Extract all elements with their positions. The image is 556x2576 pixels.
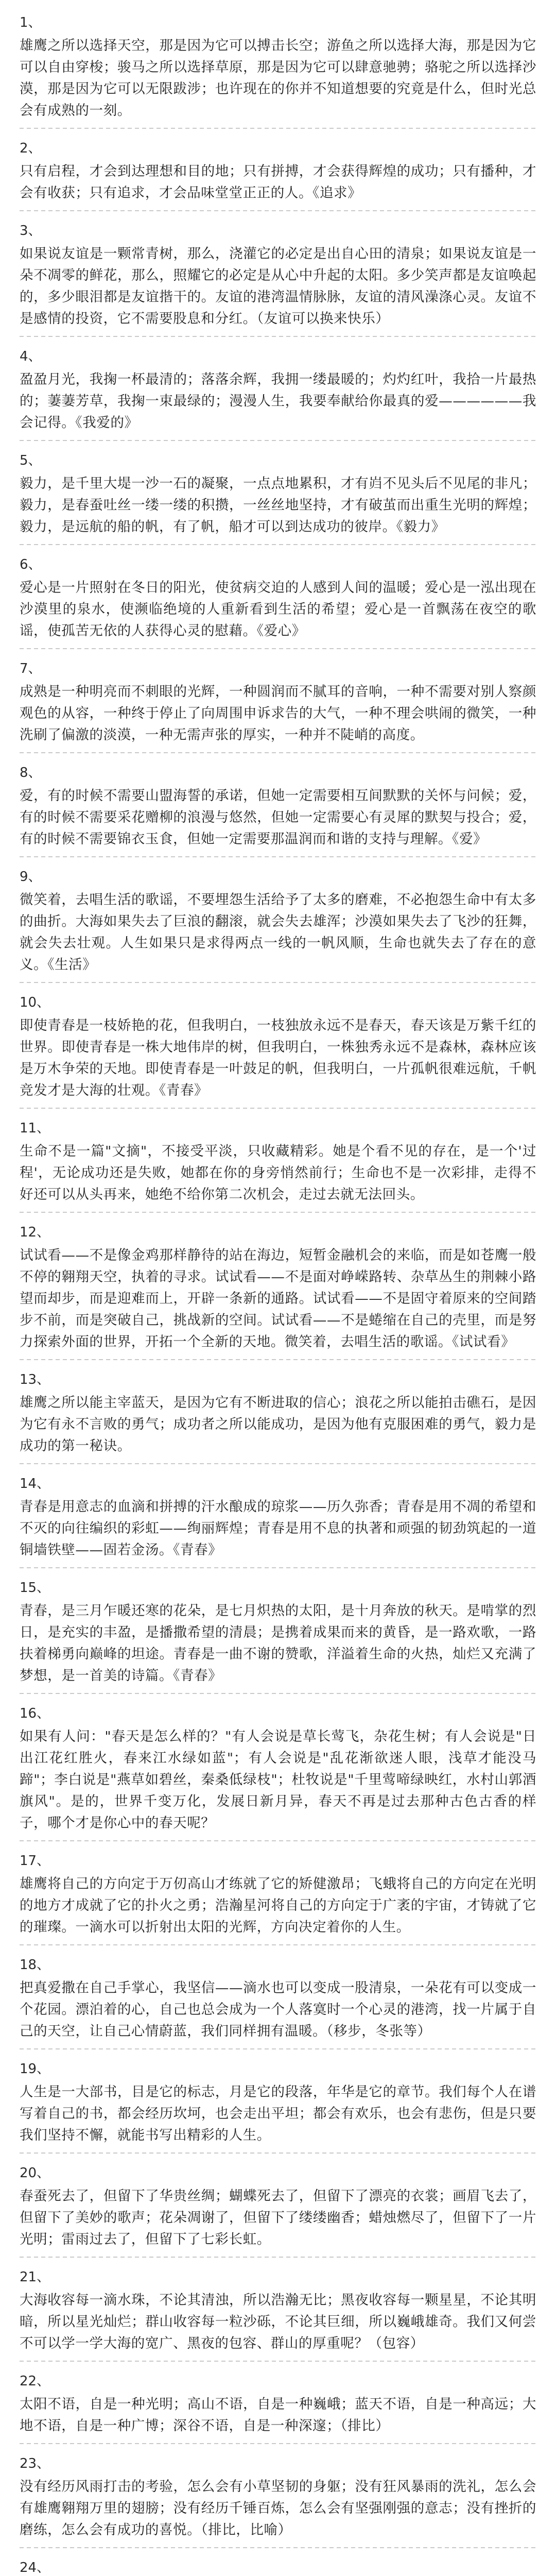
divider-dashed <box>20 982 536 983</box>
entry-10 <box>20 992 536 1109</box>
divider-dashed <box>20 2547 536 2548</box>
entry-text: 把真爱撒在自己手掌心，我坚信——滴水也可以变成一股清泉，一朵花有可以变成一个花园。漂泊着的心，自己也总会成为一个人落寞时一个心灵的港湾，找一片属于自己的天空，让自己心情蔚蓝，我们同样拥有温暖。（移步，冬张等） <box>20 1980 536 2039</box>
entry-number: 13、 <box>20 1372 50 1387</box>
entry-24 <box>20 2557 536 2576</box>
entry-text: 盈盈月光，我掬一杯最清的；落落余辉，我拥一缕最暖的；灼灼红叶，我拾一片最热的；萋萋芳草，我掬一束最绿的；漫漫人生，我要奉献给你最真的爱——————我会记得。《我爱的》 <box>20 371 536 431</box>
entry-number: 9、 <box>20 869 42 885</box>
entry-text: 毅力，是千里大堤一沙一石的凝聚，一点点地累积，才有岿不见头后不见尾的非凡；毅力，是春蚕吐丝一缕一缕的积攒，一丝丝地坚持，才有破茧而出重生光明的辉煌；毅力，是远航的船的帆，有了帆，船才可以到达成功的彼岸。《毅力》 <box>20 476 536 535</box>
entry-text: 青春是用意志的血滴和拼搏的汗水酿成的琼浆——历久弥香；青春是用不凋的希望和不灭的向往编织的彩虹——绚丽辉煌；青春是用不息的执著和顽强的韧劲筑起的一道铜墙铁壁——固若金汤。《青春》 <box>20 1499 536 1558</box>
entry-number: 3、 <box>20 223 42 239</box>
divider-dashed <box>20 1463 536 1464</box>
entry-6 <box>20 554 536 649</box>
entry-12 <box>20 1222 536 1360</box>
divider-dashed <box>20 2153 536 2154</box>
entry-text: 如果有人问："春天是怎么样的？"有人会说是草长莺飞，杂花生树；有人会说是"日出江花红胜火，春来江水绿如蓝"；有人会说是"乱花渐欲迷人眼，浅草才能没马蹄"；李白说是"燕草如碧丝，秦桑低绿枝"；杜牧说是"千里莺啼绿映红，水村山郭酒旗风"。是的，世界千变万化，发展日新月异，春天不再是过去那种古色古香的样子，哪个才是你心中的春天呢？ <box>20 1728 536 1831</box>
entry-text: 大海收容每一滴水珠，不论其清浊，所以浩瀚无比；黑夜收容每一颗星星，不论其明暗，所以星光灿烂；群山收容每一粒沙砾，不论其巨细，所以巍峨雄奇。我们又何尝不可以学一学大海的宽广、黑夜的包容、群山的厚重呢？（包容） <box>20 2292 536 2351</box>
entry-text: 没有经历风雨打击的考验，怎么会有小草坚韧的身躯；没有狂风暴雨的洗礼，怎么会有雄鹰翱翔万里的翅膀；没有经历千锤百炼，怎么会有坚强刚强的意志；没有挫折的磨练，怎么会有成功的喜悦。（排比，比喻） <box>20 2479 536 2538</box>
entry-text: 春蚕死去了，但留下了华贵丝绸；蝴蝶死去了，但留下了漂亮的衣裳；画眉飞去了，但留下了美妙的歌声；花朵凋谢了，但留下了缕缕幽香；蜡烛燃尽了，但留下了一片光明；雷雨过去了，但留下了七彩长虹。 <box>20 2188 536 2247</box>
divider-dashed <box>20 2257 536 2258</box>
entry-text: 雄鹰将自己的方向定于万仞高山才练就了它的矫健激昂；飞蛾将自己的方向定在光明的地方才成就了它的扑火之勇；浩瀚星河将自己的方向定于广袤的宇宙，才铸就了它的璀璨。一滴水可以折射出太阳的光辉，方向决定着你的人生。 <box>20 1876 536 1935</box>
divider-dashed <box>20 1212 536 1213</box>
entry-number: 15、 <box>20 1580 50 1596</box>
entry-16 <box>20 1703 536 1841</box>
entry-number: 8、 <box>20 765 42 781</box>
divider-dashed <box>20 2443 536 2444</box>
entry-15 <box>20 1578 536 1694</box>
entry-number: 1、 <box>20 15 42 30</box>
entry-number: 2、 <box>20 141 42 156</box>
entry-number: 21、 <box>20 2269 50 2285</box>
entry-1 <box>20 12 536 129</box>
entry-text: 即使青春是一枝娇艳的花，但我明白，一枝独放永远不是春天，春天该是万紫千红的世界。即使青春是一株大地伟岸的树，但我明白，一株独秀永远不是森林，森林应该是万木争荣的天地。即使青春是一叶鼓足的帆，但我明白，一片孤帆很难远航，千帆竞发才是大海的壮观。《青春》 <box>20 1018 536 1098</box>
entry-21 <box>20 2267 536 2362</box>
entry-7 <box>20 658 536 753</box>
entry-20 <box>20 2163 536 2258</box>
entry-text: 试试看——不是像金鸡那样静待的站在海边，短暂金融机会的来临，而是如苍鹰一般不停的翱翔天空，执着的寻求。试试看——不是面对峥嵘路转、杂草丛生的荆棘小路望而却步，而是迎难而上，开辟一条新的通路。试试看——不是固守着原来的空间踏步不前，而是突破自己，挑战新的空间。试试看——不是蜷缩在自己的壳里，而是努力探索外面的世界，开拓一个全新的天地。微笑着，去唱生活的歌谣。《试试看》 <box>20 1247 536 1350</box>
divider-dashed <box>20 2048 536 2049</box>
divider-dashed <box>20 210 536 211</box>
divider-dashed <box>20 128 536 129</box>
entry-number: 14、 <box>20 1476 50 1492</box>
entry-19 <box>20 2059 536 2154</box>
divider-dashed <box>20 1693 536 1694</box>
entry-8 <box>20 762 536 857</box>
entry-number: 7、 <box>20 661 42 676</box>
entry-4 <box>20 346 536 441</box>
entry-text: 爱，有的时候不需要山盟海誓的承诺，但她一定需要相互间默默的关怀与问候；爱，有的时候不需要采花赠柳的浪漫与悠然，但她一定需要心有灵犀的默契与投合；爱，有的时候不需要锦衣玉食，但她一定需要那温润而和谐的支持与理解。《爱》 <box>20 788 536 847</box>
entry-text: 爱心是一片照射在冬日的阳光，使贫病交迫的人感到人间的温暖；爱心是一泓出现在沙漠里的泉水，使濒临绝境的人重新看到生活的希望；爱心是一首飘荡在夜空的歌谣，使孤苦无依的人获得心灵的慰藉。《爱心》 <box>20 580 536 639</box>
entry-number: 11、 <box>20 1121 50 1136</box>
entry-number: 17、 <box>20 1853 50 1869</box>
entry-23 <box>20 2453 536 2548</box>
divider-dashed <box>20 1359 536 1360</box>
entry-number: 19、 <box>20 2061 50 2077</box>
divider-dashed <box>20 336 536 337</box>
entry-5 <box>20 450 536 545</box>
entry-number: 22、 <box>20 2374 50 2389</box>
entry-3 <box>20 221 536 337</box>
entry-text: 只有启程，才会到达理想和目的地；只有拼搏，才会获得辉煌的成功；只有播种，才会有收获；只有追求，才会品味堂堂正正的人。《追求》 <box>20 163 536 201</box>
entry-text: 微笑着，去唱生活的歌谣，不要埋怨生活给予了太多的磨难，不必抱怨生命中有太多的曲折。大海如果失去了巨浪的翻滚，就会失去雄浑；沙漠如果失去了飞沙的狂舞，就会失去壮观。人生如果只是求得两点一线的一帆风顺，生命也就失去了存在的意义。《生活》 <box>20 892 536 973</box>
entry-14 <box>20 1473 536 1568</box>
entry-text: 太阳不语，自是一种光明；高山不语，自是一种巍峨；蓝天不语，自是一种高远；大地不语，自是一种广博；深谷不语，自是一种深邃；（排比） <box>20 2396 536 2434</box>
entry-9 <box>20 867 536 983</box>
entry-text: 雄鹰之所以能主宰蓝天，是因为它有不断进取的信心；浪花之所以能拍击礁石，是因为它有永不言败的勇气；成功者之所以能成功，是因为他有克服困难的勇气，毅力是成功的第一秘诀。 <box>20 1395 536 1454</box>
divider-dashed <box>20 1944 536 1945</box>
entry-text: 雄鹰之所以选择天空，那是因为它可以搏击长空；游鱼之所以选择大海，那是因为它可以自由穿梭；骏马之所以选择草原，那是因为它可以肆意驰骋；骆驼之所以选择沙漠，那是因为它可以无限跋涉；也许现在的你并不知道想要的究竟是什么，但时光总会有成熟的一刻。 <box>20 38 536 118</box>
entry-2 <box>20 138 536 211</box>
entry-text: 人生是一大部书，目是它的标志，月是它的段落，年华是它的章节。我们每个人在谱写着自己的书，都会经历坎坷，也会走出平坦；都会有欢乐，也会有悲伤，但是只要我们坚持不懈，就能书写出精彩的人生。 <box>20 2084 536 2143</box>
entry-18 <box>20 1955 536 2049</box>
divider-dashed <box>20 2361 536 2362</box>
divider-dashed <box>20 544 536 545</box>
entry-22 <box>20 2371 536 2444</box>
divider-dashed <box>20 1840 536 1841</box>
divider-dashed <box>20 856 536 857</box>
divider-dashed <box>20 1567 536 1568</box>
divider-dashed <box>20 440 536 441</box>
entry-number: 23、 <box>20 2456 50 2471</box>
entry-11 <box>20 1118 536 1213</box>
entry-13 <box>20 1369 536 1464</box>
entry-text: 生命不是一篇"文摘"，不接受平淡，只收藏精彩。她是个看不见的存在，是一个'过程'，无论成功还是失败，她都在你的身旁悄然前行；生命也不是一次彩排，走得不好还可以从头再来，她绝不给你第二次机会，走过去就无法回头。 <box>20 1143 536 1202</box>
entry-text: 成熟是一种明亮而不刺眼的光辉，一种圆润而不腻耳的音响，一种不需要对别人察颜观色的从容，一种终于停止了向周围申诉求告的大气，一种不理会哄闹的微笑，一种洗刷了偏激的淡漠，一种无需声张的厚实，一种并不陡峭的高度。 <box>20 684 536 743</box>
divider-dashed <box>20 1108 536 1109</box>
entry-number: 12、 <box>20 1225 50 1240</box>
entry-text: 青春，是三月乍暖还寒的花朵，是七月炽热的太阳，是十月奔放的秋天。是啃掌的烈日，是充实的丰盈，是播撒希望的清晨；是携着成果而来的黄昏，是一路欢歌，一路扶着梯勇向巅峰的坦途。青春是一曲不谢的赞歌，洋溢着生命的火热，灿烂又充满了梦想，是一首美的诗篇。《青春》 <box>20 1603 536 1684</box>
entry-number: 20、 <box>20 2165 50 2181</box>
entry-number: 16、 <box>20 1706 50 1721</box>
entry-number: 24、 <box>20 2560 50 2575</box>
entry-number: 10、 <box>20 995 50 1010</box>
divider-dashed <box>20 752 536 753</box>
entry-number: 18、 <box>20 1957 50 1973</box>
entry-text: 如果说友谊是一颗常青树，那么，浇灌它的必定是出自心田的清泉；如果说友谊是一朵不凋零的鲜花，那么，照耀它的必定是从心中升起的太阳。多少笑声都是友谊唤起的，多少眼泪都是友谊揩干的。友谊的港湾温情脉脉，友谊的清风澡涤心灵。友谊不是感情的投资，它不需要股息和分红。（友谊可以换来快乐） <box>20 246 536 327</box>
entry-17 <box>20 1851 536 1945</box>
divider-dashed <box>20 648 536 649</box>
entry-number: 6、 <box>20 557 42 572</box>
entry-number: 4、 <box>20 349 42 364</box>
entry-number: 5、 <box>20 453 42 468</box>
